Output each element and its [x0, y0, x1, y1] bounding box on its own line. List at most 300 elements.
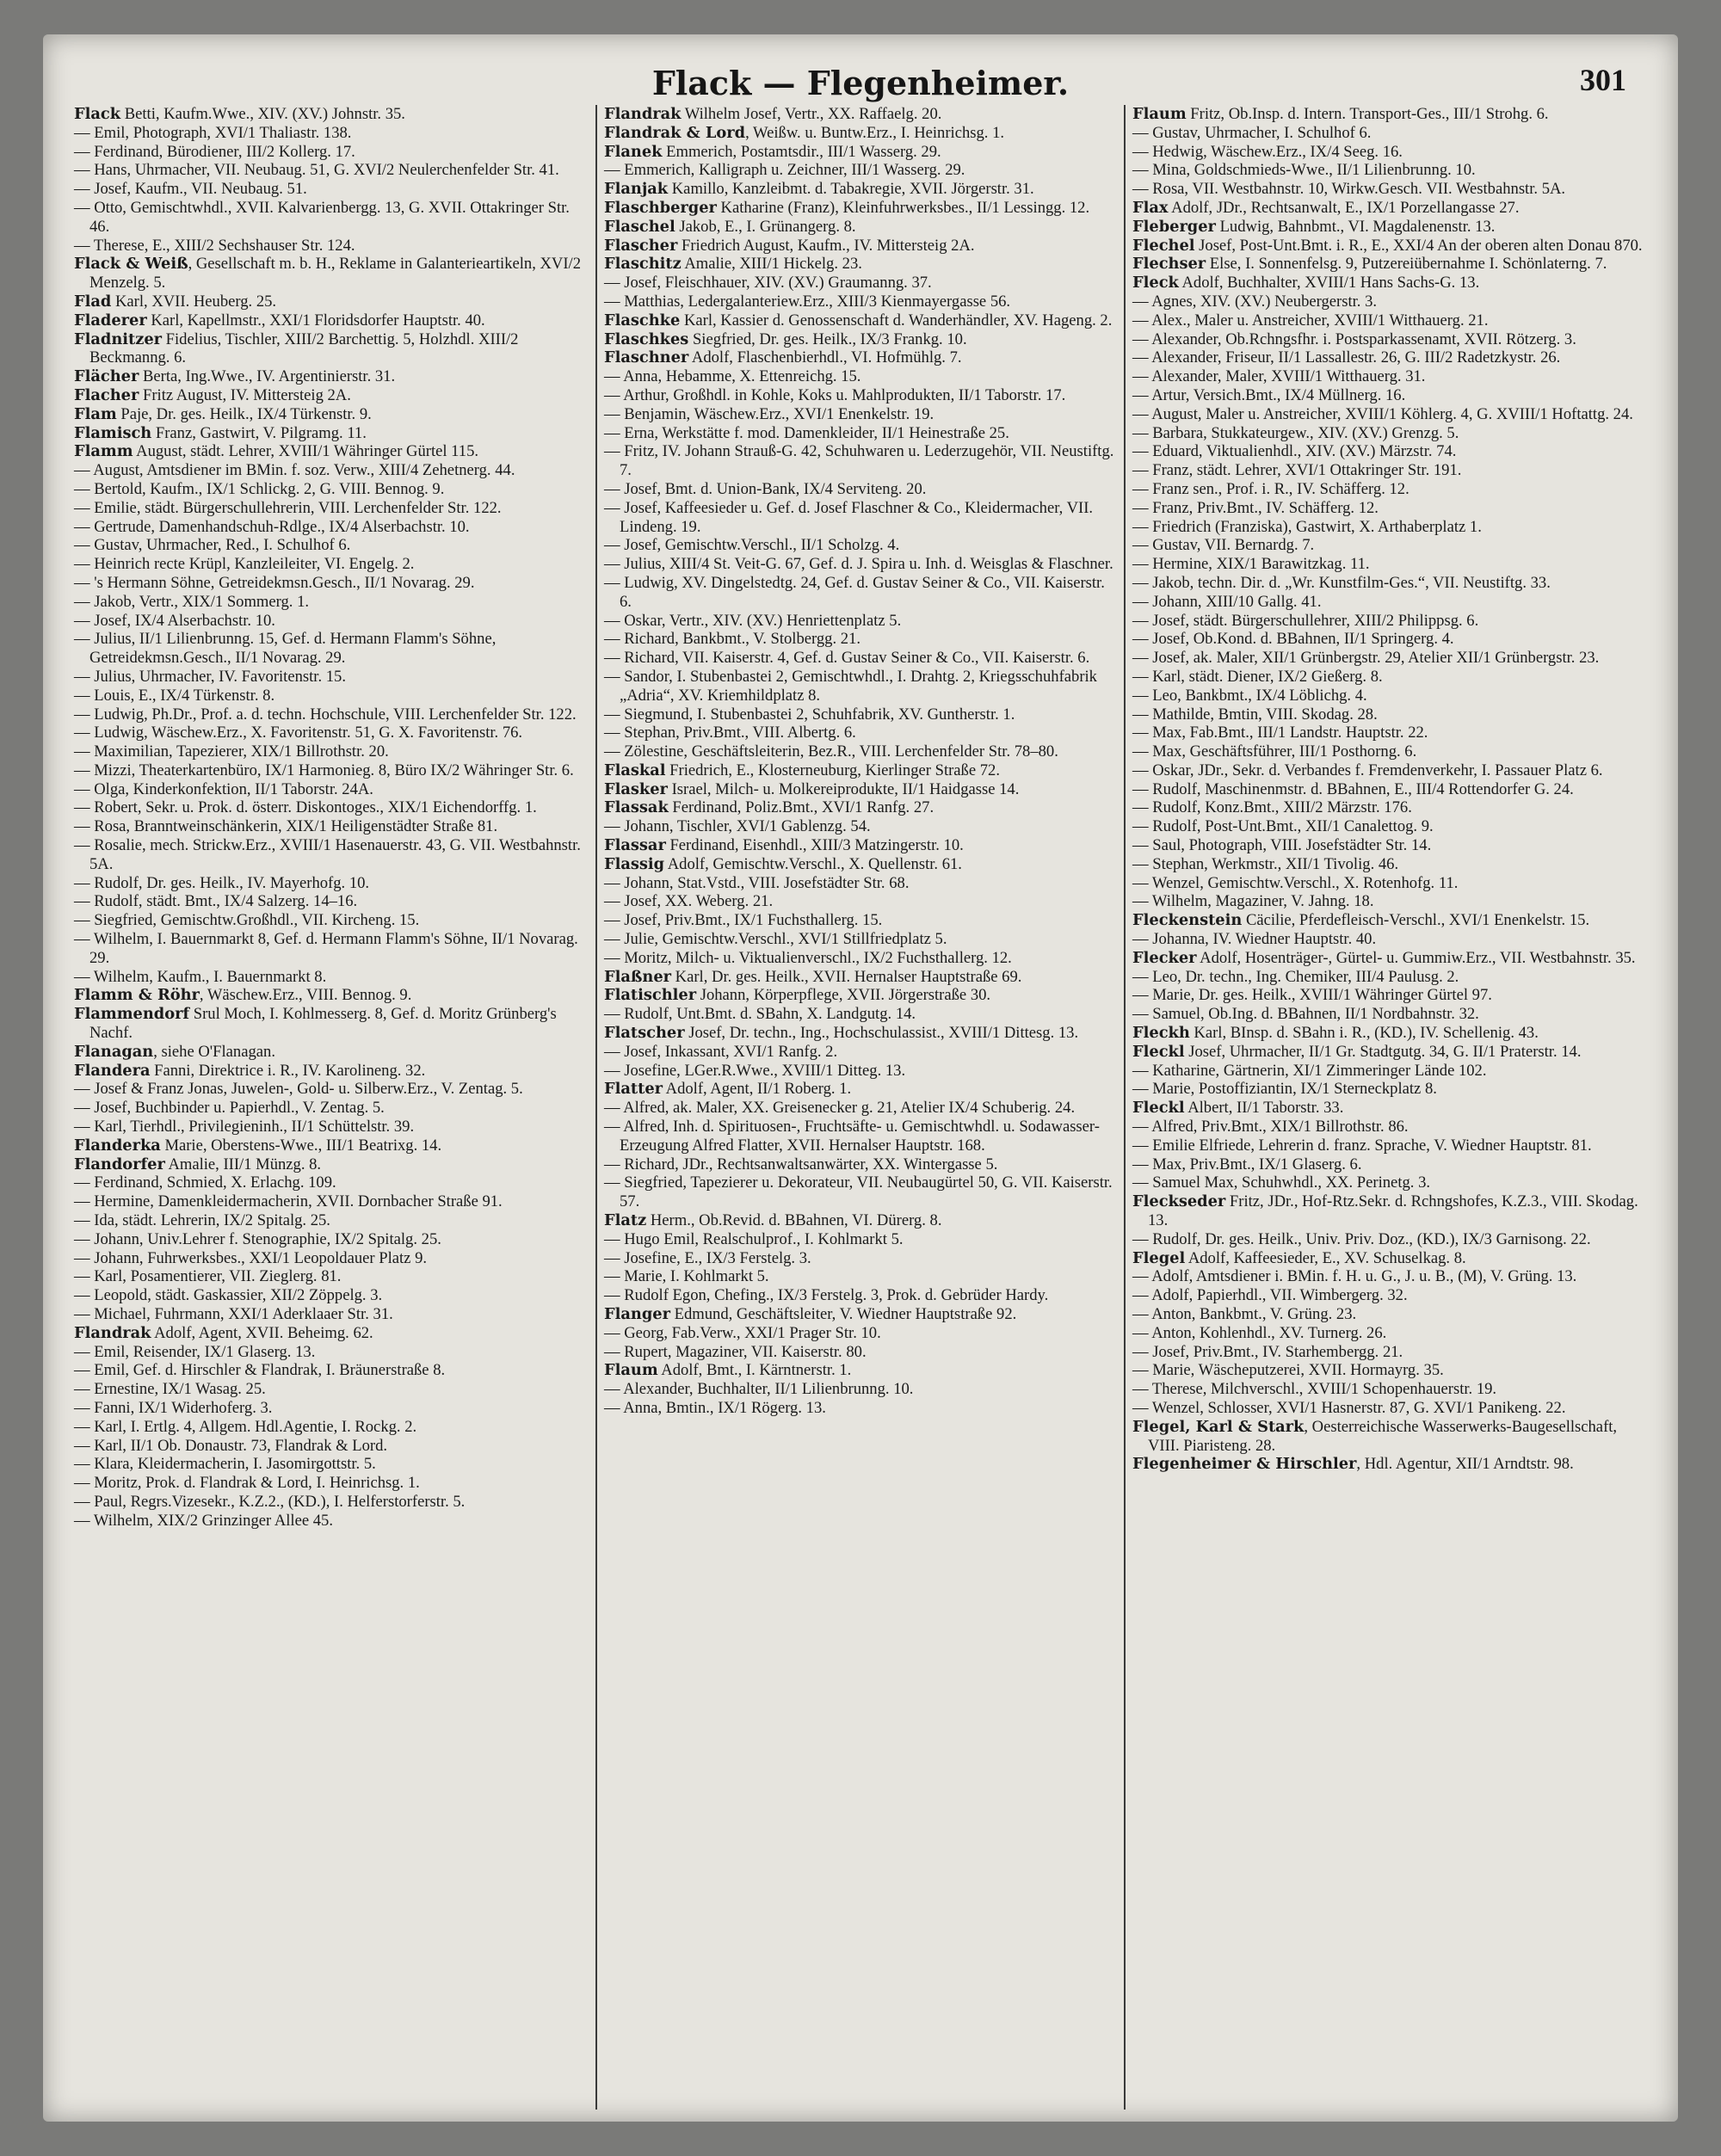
entry-text: — Josef, Priv.Bmt., IV. Starhembergg. 21.: [1132, 1342, 1403, 1361]
directory-entry: [1132, 424, 1645, 443]
entry-text: — Mathilde, Bmtin, VIII. Skodag. 28.: [1132, 705, 1378, 724]
entry-text: — Josef, Buchbinder u. Papierhdl., V. Zentag. 5.: [74, 1099, 385, 1118]
directory-entry: [604, 386, 1117, 405]
directory-entry: [74, 1305, 589, 1324]
directory-entry: [604, 1155, 1117, 1174]
entry-text: — Wenzel, Gemischtw.Verschl., X. Rotenhofg. 11.: [1132, 873, 1459, 892]
directory-entry: [1132, 293, 1645, 311]
entry-text: — Eduard, Viktualienhdl., XIV. (XV.) Märzstr. 74.: [1132, 442, 1457, 461]
entry-text: — Paul, Regrs.Vizesekr., K.Z.2., (KD.), I. Helferstorferstr. 5.: [74, 1492, 466, 1511]
directory-entry: [74, 1118, 589, 1137]
entry-text: — Zölestine, Geschäftsleiterin, Bez.R., VIII. Lerchenfelder Str. 78–80.: [604, 742, 1058, 761]
directory-entry: [604, 124, 1117, 143]
entry-text: Albert, II/1 Taborstr. 33.: [1184, 1099, 1344, 1118]
entry-text: — Rudolf, städt. Bmt., IX/4 Salzerg. 14–16.: [74, 892, 358, 911]
entry-text: — Jakob, Vertr., XIX/1 Sommerg. 1.: [74, 592, 310, 611]
entry-text: Karl, XVII. Heuberg. 25.: [111, 292, 277, 311]
entry-text: — Otto, Gemischtwhdl., XVII. Kalvarienbergg. 13, G. XVII. Ottakringer Str. 46.: [74, 198, 570, 236]
directory-entry: [1132, 124, 1645, 143]
directory-entry: [604, 499, 1117, 537]
directory-entry: [74, 1192, 589, 1211]
entry-text: — Johann, XIII/10 Gallg. 41.: [1132, 592, 1322, 611]
entry-text: — Matthias, Ledergalanteriew.Erz., XIII/3 Kienmayergasse 56.: [604, 292, 1011, 311]
directory-entry: [1132, 911, 1645, 930]
entry-text: — Emilie Elfriede, Lehrerin d. franz. Sprache, V. Wiedner Hauptstr. 81.: [1132, 1136, 1592, 1155]
entry-text: — Arthur, Großhdl. in Kohle, Koks u. Mahlprodukten, II/1 Taborstr. 17.: [604, 385, 1066, 404]
directory-entry: [74, 1455, 589, 1474]
entry-text: Amalie, XIII/1 Hickelg. 23.: [681, 255, 862, 274]
entry-surname: Flaßner: [604, 967, 672, 986]
entry-text: — Samuel Max, Schuhwhdl., XX. Perinetg. 3.: [1132, 1173, 1431, 1192]
directory-entry: [1132, 1249, 1645, 1268]
directory-entry: [1132, 687, 1645, 705]
entry-text: — Leo, Dr. techn., Ing. Chemiker, III/4 Paulusg. 2.: [1132, 967, 1459, 986]
directory-entry: [1132, 536, 1645, 555]
entry-surname: Flax: [1132, 198, 1169, 217]
directory-entry: [604, 724, 1117, 742]
entry-text: — Emil, Gef. d. Hirschler & Flandrak, I. Bräunerstraße 8.: [74, 1361, 446, 1380]
directory-entry: [604, 348, 1117, 367]
directory-entry: [74, 143, 589, 162]
directory-entry: [604, 1249, 1117, 1268]
directory-entry: [1132, 780, 1645, 799]
directory-entry: [604, 761, 1117, 780]
entry-text: — Josef, ak. Maler, XII/1 Grünbergstr. 29, Atelier XII/1 Grünbergstr. 23.: [1132, 649, 1600, 668]
directory-entry: [1132, 1343, 1645, 1362]
entry-text: , Oesterreichische Wasserwerks-Baugesellschaft, VIII. Piaristeng. 28.: [1148, 1417, 1618, 1455]
entry-text: Amalie, III/1 Münzg. 8.: [164, 1155, 322, 1173]
directory-entry: [1132, 311, 1645, 330]
entry-text: — Hugo Emil, Realschulprof., I. Kohlmarkt 5.: [604, 1229, 904, 1248]
entry-text: Siegfried, Dr. ges. Heilk., IX/3 Frankg. 10.: [688, 330, 967, 348]
entry-text: Friedrich, E., Klosterneuburg, Kierlinger Straße 72.: [665, 761, 1000, 779]
directory-entry: [1132, 461, 1645, 480]
entry-surname: Fleberger: [1132, 217, 1216, 236]
entry-surname: Flasker: [604, 779, 668, 798]
entry-surname: Flassak: [604, 798, 669, 817]
directory-entry: [74, 499, 589, 518]
entry-surname: Flegenheimer & Hirschler: [1132, 1455, 1357, 1474]
entry-text: — Josefine, LGer.R.Wwe., XVIII/1 Ditteg. 13.: [604, 1061, 906, 1080]
entry-surname: Flamm: [74, 442, 133, 461]
directory-entry: [1132, 555, 1645, 574]
entry-text: — Stephan, Priv.Bmt., VIII. Albertg. 6.: [604, 724, 856, 742]
entry-text: — Gustav, Uhrmacher, I. Schulhof 6.: [1132, 123, 1372, 142]
entry-text: — Ludwig, Wäschew.Erz., X. Favoritenstr. 51, G. X. Favoritenstr. 76.: [74, 724, 523, 742]
directory-entry: [74, 1512, 589, 1531]
directory-entry: [604, 1305, 1117, 1324]
entry-text: — Emil, Photograph, XVI/1 Thaliastr. 138.: [74, 123, 352, 142]
directory-entry: [1132, 1361, 1645, 1380]
entry-text: — Julius, XIII/4 St. Veit-G. 67, Gef. d. J. Spira u. Inh. d. Weisglas & Flaschner.: [604, 555, 1113, 574]
entry-surname: Flandera: [74, 1061, 151, 1080]
entry-text: Marie, Oberstens-Wwe., III/1 Beatrixg. 14.: [160, 1136, 442, 1155]
directory-entry: [604, 892, 1117, 911]
directory-entry: [604, 143, 1117, 162]
directory-entry: [604, 574, 1117, 612]
entry-surname: Flaschner: [604, 348, 689, 367]
entry-text: Katharine (Franz), Kleinfuhrwerksbes., II/1 Lessingg. 12.: [716, 198, 1090, 217]
directory-entry: [604, 1173, 1117, 1211]
directory-entry: [1132, 1305, 1645, 1324]
entry-text: — Alfred, Priv.Bmt., XIX/1 Billrothstr. 86.: [1132, 1118, 1409, 1137]
directory-entry: [604, 536, 1117, 555]
entry-text: Adolf, Agent, II/1 Roberg. 1.: [663, 1080, 852, 1099]
directory-entry: [604, 367, 1117, 386]
column-right: [1124, 105, 1652, 2110]
directory-entry: [1132, 612, 1645, 631]
entry-text: — Erna, Werkstätte f. mod. Damenkleider, II/1 Heinestraße 25.: [604, 423, 1009, 442]
directory-entry: [1132, 367, 1645, 386]
directory-entry: [74, 1493, 589, 1512]
directory-entry: [74, 536, 589, 555]
directory-entry: [74, 1267, 589, 1286]
entry-text: — Mizzi, Theaterkartenbüro, IX/1 Harmonieg. 8, Büro IX/2 Währinger Str. 6.: [74, 761, 574, 779]
entry-text: — Sandor, I. Stubenbastei 2, Gemischtwhdl., I. Drahtg. 2, Kriegsschuhfabrik „Adria“, XV. Kriemhildplatz 8.: [604, 667, 1097, 705]
entry-surname: Fleckenstein: [1132, 911, 1243, 930]
directory-entry: [1132, 855, 1645, 874]
entry-text: — Marie, Dr. ges. Heilk., XVIII/1 Währinger Gürtel 97.: [1132, 986, 1492, 1005]
entry-text: Fritz, Ob.Insp. d. Intern. Transport-Ges., III/1 Strohg. 6.: [1186, 105, 1549, 123]
entry-surname: Flaum: [604, 1361, 658, 1380]
directory-entry: [1132, 199, 1645, 218]
entry-surname: Flatter: [604, 1080, 663, 1099]
entry-text: — Agnes, XIV. (XV.) Neubergerstr. 3.: [1132, 292, 1378, 311]
entry-text: — Karl, I. Ertlg. 4, Allgem. Hdl.Agentie, I. Rockg. 2.: [74, 1417, 417, 1436]
entry-text: — Therese, Milchverschl., XVIII/1 Schopenhauerstr. 19.: [1132, 1380, 1497, 1399]
directory-entry: [1132, 836, 1645, 855]
directory-entry: [1132, 1155, 1645, 1174]
entry-text: — Josefine, E., IX/3 Ferstelg. 3.: [604, 1248, 811, 1267]
directory-entry: [604, 798, 1117, 817]
entry-text: — Wenzel, Schlosser, XVI/1 Hasnerstr. 87, G. XVI/1 Panikeng. 22.: [1132, 1398, 1566, 1417]
directory-entry: [74, 1080, 589, 1099]
entry-surname: Flanderka: [74, 1136, 161, 1155]
directory-entry: [604, 105, 1117, 124]
directory-entry: [1132, 1024, 1645, 1043]
entry-text: — Karl, II/1 Ob. Donaustr. 73, Flandrak & Lord.: [74, 1436, 388, 1455]
directory-entry: [1132, 1062, 1645, 1081]
entry-text: — Maximilian, Tapezierer, XIX/1 Billrothstr. 20.: [74, 742, 389, 761]
directory-entry: [604, 1062, 1117, 1081]
entry-text: — Max, Fab.Bmt., III/1 Landstr. Hauptstr. 22.: [1132, 724, 1428, 742]
directory-entry: [604, 968, 1117, 987]
entry-text: — Josef, Kaffeesieder u. Gef. d. Josef Flaschner & Co., Kleidermacher, VII. Lindeng. 19.: [604, 498, 1094, 536]
directory-entry: [1132, 986, 1645, 1005]
entry-surname: Flanek: [604, 142, 663, 161]
directory-entry: [1132, 180, 1645, 199]
directory-entry: [604, 180, 1117, 199]
entry-text: — Olga, Kinderkonfektion, II/1 Taborstr. 24A.: [74, 779, 373, 798]
entry-text: , Gesellschaft m. b. H., Reklame in Galanterieartikeln, XVI/2 Menzelg. 5.: [89, 255, 582, 293]
entry-surname: Flandrak: [604, 105, 682, 123]
entry-text: — Ernestine, IX/1 Wasag. 25.: [74, 1380, 266, 1399]
directory-entry: [74, 836, 589, 874]
entry-text: — Moritz, Prok. d. Flandrak & Lord, I. Heinrichsg. 1.: [74, 1474, 420, 1493]
entry-text: Herm., Ob.Revid. d. BBahnen, VI. Dürerg. 8.: [646, 1211, 942, 1230]
directory-entry: [604, 780, 1117, 799]
directory-entry: [604, 649, 1117, 668]
directory-entry: [74, 1137, 589, 1155]
directory-entry: [1132, 705, 1645, 724]
entry-surname: Flatz: [604, 1211, 647, 1230]
entry-surname: Flaschitz: [604, 255, 682, 274]
directory-entry: [74, 461, 589, 480]
directory-entry: [604, 1118, 1117, 1155]
directory-entry: [604, 817, 1117, 836]
entry-text: Jakob, E., I. Grünangerg. 8.: [675, 217, 856, 236]
entry-text: — Rosa, Branntweinschänkerin, XIX/1 Heiligenstädter Straße 81.: [74, 817, 498, 836]
entry-text: August, städt. Lehrer, XVIII/1 Währinger Gürtel 115.: [133, 442, 479, 461]
entry-text: — Anna, Hebamme, X. Ettenreichg. 15.: [604, 367, 861, 386]
directory-entry: [604, 218, 1117, 237]
entry-text: — Hermine, Damenkleidermacherin, XVII. Dornbacher Straße 91.: [74, 1192, 503, 1211]
entry-surname: Flascher: [604, 236, 678, 255]
entry-text: — Adolf, Amtsdiener i. BMin. f. H. u. G., J. u. B., (M), V. Grüng. 13.: [1132, 1267, 1577, 1286]
directory-entry: [74, 986, 589, 1005]
entry-text: — Anna, Bmtin., IX/1 Rögerg. 13.: [604, 1398, 826, 1417]
entry-text: — Rosa, VII. Westbahnstr. 10, Wirkw.Gesch. VII. Westbahnstr. 5A.: [1132, 180, 1566, 199]
directory-entry: [604, 1399, 1117, 1418]
directory-entry: [604, 1024, 1117, 1043]
entry-text: — Hedwig, Wäschew.Erz., IX/4 Seeg. 16.: [1132, 142, 1403, 161]
entry-text: Josef, Dr. techn., Ing., Hochschulassist., XVIII/1 Dittesg. 13.: [684, 1024, 1079, 1043]
directory-entry: [1132, 630, 1645, 649]
entry-surname: Flaschel: [604, 217, 675, 236]
entry-text: Karl, Kassier d. Genossenschaft d. Wanderhändler, XV. Hageng. 2.: [680, 311, 1113, 330]
directory-entry: [74, 1099, 589, 1118]
directory-entry: [604, 1343, 1117, 1362]
entry-text: — Michael, Fuhrmann, XXI/1 Aderklaaer Str. 31.: [74, 1305, 393, 1323]
directory-entry: [74, 424, 589, 443]
entry-text: Adolf, Gemischtw.Verschl., X. Quellenstr. 61.: [664, 854, 962, 873]
directory-entry: [604, 330, 1117, 349]
entry-text: Adolf, Agent, XVII. Beheimg. 62.: [151, 1323, 373, 1342]
entry-text: — Hermine, XIX/1 Barawitzkag. 11.: [1132, 555, 1370, 574]
entry-text: — Bertold, Kaufm., IX/1 Schlickg. 2, G. VIII. Bennog. 9.: [74, 479, 445, 498]
directory-entry: [74, 480, 589, 499]
entry-text: Adolf, Flaschenbierhdl., VI. Hofmühlg. 7.: [688, 348, 962, 367]
directory-entry: [74, 1062, 589, 1081]
entry-surname: Fleckl: [1132, 1042, 1185, 1061]
entry-text: — Alex., Maler u. Anstreicher, XVIII/1 Witthauerg. 21.: [1132, 311, 1489, 330]
directory-entry: [74, 199, 589, 237]
entry-text: Adolf, Buchhalter, XVIII/1 Hans Sachs-G. 13.: [1178, 274, 1480, 293]
directory-entry: [1132, 1173, 1645, 1192]
entry-text: — Artur, Versich.Bmt., IX/4 Müllnerg. 16.: [1132, 385, 1406, 404]
directory-entry: [1132, 143, 1645, 162]
directory-entry: [74, 180, 589, 199]
entry-text: Ludwig, Bahnbmt., VI. Magdalenenstr. 13.: [1215, 217, 1496, 236]
entry-text: — Moritz, Milch- u. Viktualienverschl., IX/2 Fuchsthallerg. 12.: [604, 948, 1012, 967]
directory-entry: [1132, 949, 1645, 968]
directory-entry: [74, 367, 589, 386]
entry-text: — Heinrich recte Krüpl, Kanzleileiter, VI. Engelg. 2.: [74, 555, 415, 574]
directory-entry: [604, 855, 1117, 874]
entry-text: Cäcilie, Pferdefleisch-Verschl., XVI/1 Enenkelstr. 15.: [1242, 911, 1590, 930]
entry-text: — Josef & Franz Jonas, Juwelen-, Gold- u. Silberw.Erz., V. Zentag. 5.: [74, 1080, 523, 1099]
entry-text: — Alexander, Friseur, II/1 Lassallestr. 26, G. III/2 Radetzkystr. 26.: [1132, 348, 1561, 367]
entry-text: — Rudolf, Maschinenmstr. d. BBahnen, E., III/4 Rottendorfer G. 24.: [1132, 779, 1574, 798]
entry-surname: Flegel: [1132, 1248, 1186, 1267]
directory-entry: [1132, 480, 1645, 499]
directory-entry: [1132, 874, 1645, 893]
entry-text: — Leopold, städt. Gaskassier, XII/2 Zöppelg. 3.: [74, 1286, 383, 1305]
directory-entry: [604, 1211, 1117, 1230]
directory-entry: [74, 798, 589, 817]
directory-entry: [604, 949, 1117, 968]
entry-text: — Gustav, VII. Bernardg. 7.: [1132, 536, 1315, 555]
directory-entry: [74, 442, 589, 461]
directory-entry: [1132, 1418, 1645, 1456]
entry-text: — Oskar, Vertr., XIV. (XV.) Henriettenplatz 5.: [604, 611, 902, 630]
entry-text: — Friedrich (Franziska), Gastwirt, X. Arthaberplatz 1.: [1132, 517, 1482, 536]
directory-entry: [74, 612, 589, 631]
directory-entry: [74, 1324, 589, 1343]
entry-text: — August, Maler u. Anstreicher, XVIII/1 Köhlerg. 4, G. XVIII/1 Hoftattg. 24.: [1132, 404, 1633, 423]
directory-entry: [74, 311, 589, 330]
entry-surname: Flandrak: [74, 1323, 151, 1342]
directory-entry: [74, 555, 589, 574]
entry-surname: Flammendorf: [74, 1005, 190, 1024]
entry-text: Berta, Ing.Wwe., IV. Argentinierstr. 31.: [139, 367, 396, 386]
directory-entry: [1132, 105, 1645, 124]
entry-text: — Franz sen., Prof. i. R., IV. Schäfferg. 12.: [1132, 479, 1409, 498]
directory-entry: [74, 668, 589, 687]
directory-entry: [74, 724, 589, 742]
entry-text: — Josef, XX. Weberg. 21.: [604, 892, 774, 911]
directory-entry: [74, 1343, 589, 1362]
directory-entry: [74, 1418, 589, 1437]
entry-text: Israel, Milch- u. Molkereiprodukte, II/1 Haidgasse 14.: [667, 779, 1020, 798]
entry-surname: Fladerer: [74, 311, 147, 330]
entry-surname: Flandrak & Lord: [604, 123, 746, 142]
directory-entry: [604, 612, 1117, 631]
entry-surname: Flaschke: [604, 311, 681, 330]
directory-entry: [1132, 1137, 1645, 1155]
entry-surname: Flack: [74, 105, 121, 123]
directory-entry: [1132, 968, 1645, 987]
entry-text: — Johann, Tischler, XVI/1 Gablenzg. 54.: [604, 817, 871, 836]
entry-surname: Flächer: [74, 367, 139, 386]
directory-entry: [1132, 274, 1645, 293]
directory-entry: [1132, 593, 1645, 612]
entry-text: — Marie, Postoffiziantin, IX/1 Sterneckplatz 8.: [1132, 1080, 1437, 1099]
entry-surname: Flatscher: [604, 1024, 685, 1043]
directory-page: [43, 34, 1678, 2122]
entry-text: Fritz August, IV. Mittersteig 2A.: [139, 385, 351, 404]
directory-entry: [74, 761, 589, 780]
directory-entry: [74, 630, 589, 668]
entry-text: — Jakob, techn. Dir. d. „Wr. Kunstfilm-Ges.“, VII. Neustiftg. 33.: [1132, 573, 1551, 592]
directory-entry: [604, 311, 1117, 330]
entry-text: — Johann, Fuhrwerksbes., XXI/1 Leopoldauer Platz 9.: [74, 1248, 428, 1267]
entry-text: — Franz, Priv.Bmt., IV. Schäfferg. 12.: [1132, 498, 1379, 517]
entry-text: — Anton, Kohlenhdl., XV. Turnerg. 26.: [1132, 1323, 1387, 1342]
entry-text: — Josef, Inkassant, XVI/1 Ranfg. 2.: [604, 1042, 838, 1061]
entry-text: — Karl, Tierhdl., Privilegieninh., II/1 Schüttelstr. 39.: [74, 1118, 415, 1137]
entry-text: — Siegfried, Gemischtw.Großhdl., VII. Kircheng. 15.: [74, 911, 420, 930]
entry-text: — Josef, IX/4 Alserbachstr. 10.: [74, 611, 275, 630]
entry-surname: Flassig: [604, 854, 665, 873]
directory-entry: [1132, 742, 1645, 761]
entry-surname: Flatischler: [604, 986, 697, 1005]
entry-text: — Rudolf, Konz.Bmt., XIII/2 Märzstr. 176.: [1132, 798, 1412, 817]
directory-entry: [1132, 518, 1645, 537]
entry-text: Kamillo, Kanzleibmt. d. Tabakregie, XVII. Jörgerstr. 31.: [668, 180, 1034, 199]
entry-text: Adolf, JDr., Rechtsanwalt, E., IX/1 Porzellangasse 27.: [1168, 198, 1520, 217]
directory-entry: [1132, 1192, 1645, 1230]
directory-entry: [1132, 499, 1645, 518]
entry-text: — Klara, Kleidermacherin, I. Jasomirgottstr. 5.: [74, 1455, 376, 1474]
entry-text: Josef, Post-Unt.Bmt. i. R., E., XXI/4 An der oberen alten Donau 870.: [1194, 236, 1643, 255]
directory-entry: [1132, 761, 1645, 780]
directory-entry: [74, 892, 589, 911]
entry-text: — Rupert, Magaziner, VII. Kaiserstr. 80.: [604, 1342, 867, 1361]
entry-text: — Fritz, IV. Johann Strauß-G. 42, Schuhwaren u. Lederzugehör, VII. Neustiftg. 7.: [604, 442, 1114, 480]
directory-entry: [604, 911, 1117, 930]
entry-text: — Ferdinand, Schmied, X. Erlachg. 109.: [74, 1173, 336, 1192]
directory-entry: [604, 237, 1117, 256]
entry-surname: Fleckh: [1132, 1024, 1190, 1043]
page-number: 301: [1580, 63, 1626, 97]
directory-entry: [1132, 1230, 1645, 1249]
entry-surname: Flechser: [1132, 255, 1206, 274]
directory-entry: [604, 930, 1117, 949]
entry-text: — Samuel, Ob.Ing. d. BBahnen, II/1 Nordbahnstr. 32.: [1132, 1005, 1479, 1024]
directory-entry: [604, 293, 1117, 311]
directory-entry: [1132, 668, 1645, 687]
entry-surname: Flassar: [604, 836, 666, 855]
entry-text: — Karl, Posamentierer, VII. Zieglerg. 81.: [74, 1267, 342, 1286]
directory-entry: [604, 668, 1117, 705]
entry-text: — Rudolf, Unt.Bmt. d. SBahn, X. Landgutg. 14.: [604, 1005, 916, 1024]
directory-entry: [604, 630, 1117, 649]
directory-entry: [604, 1080, 1117, 1099]
entry-text: — Josef, Fleischhauer, XIV. (XV.) Graumanng. 37.: [604, 274, 932, 293]
entry-text: Karl, Dr. ges. Heilk., XVII. Hernalser Hauptstraße 69.: [671, 967, 1022, 986]
directory-entry: [1132, 1043, 1645, 1062]
entry-text: — Gustav, Uhrmacher, Red., I. Schulhof 6.: [74, 536, 351, 555]
entry-text: — Julius, Uhrmacher, IV. Favoritenstr. 15.: [74, 667, 347, 686]
entry-text: — Alexander, Buchhalter, II/1 Lilienbrunng. 10.: [604, 1380, 914, 1399]
entry-surname: Flanger: [604, 1305, 670, 1323]
directory-entry: [1132, 161, 1645, 180]
directory-entry: [1132, 255, 1645, 274]
entry-text: — Ludwig, Ph.Dr., Prof. a. d. techn. Hochschule, VIII. Lerchenfelder Str. 122.: [74, 705, 577, 724]
directory-entry: [604, 1043, 1117, 1062]
entry-surname: Fleckseder: [1132, 1192, 1226, 1211]
directory-entry: [1132, 1005, 1645, 1024]
entry-text: — Josef, städt. Bürgerschullehrer, XIII/2 Philippsg. 6.: [1132, 611, 1479, 630]
directory-entry: [1132, 817, 1645, 836]
directory-entry: [1132, 348, 1645, 367]
entry-text: — Josef, Kaufm., VII. Neubaug. 51.: [74, 180, 307, 199]
entry-text: — Mina, Goldschmieds-Wwe., II/1 Lilienbrunng. 10.: [1132, 161, 1476, 180]
entry-text: — Emil, Reisender, IX/1 Glaserg. 13.: [74, 1342, 316, 1361]
directory-entry: [74, 386, 589, 405]
entry-text: Fritz, JDr., Hof-Rtz.Sekr. d. Rchngshofes, K.Z.3., VIII. Skodag. 13.: [1148, 1192, 1638, 1230]
entry-text: — Wilhelm, I. Bauernmarkt 8, Gef. d. Hermann Flamm's Söhne, II/1 Novarag. 29.: [74, 930, 578, 967]
directory-entry: [1132, 1099, 1645, 1118]
entry-text: — Oskar, JDr., Sekr. d. Verbandes f. Fremdenverkehr, I. Passauer Platz 6.: [1132, 761, 1603, 779]
directory-entry: [74, 1230, 589, 1249]
entry-text: Wilhelm Josef, Vertr., XX. Raffaelg. 20.: [681, 105, 942, 123]
directory-entry: [1132, 442, 1645, 461]
entry-surname: Flandorfer: [74, 1155, 165, 1173]
entry-text: — Johann, Stat.Vstd., VIII. Josefstädter Str. 68.: [604, 873, 910, 892]
directory-entry: [604, 1230, 1117, 1249]
